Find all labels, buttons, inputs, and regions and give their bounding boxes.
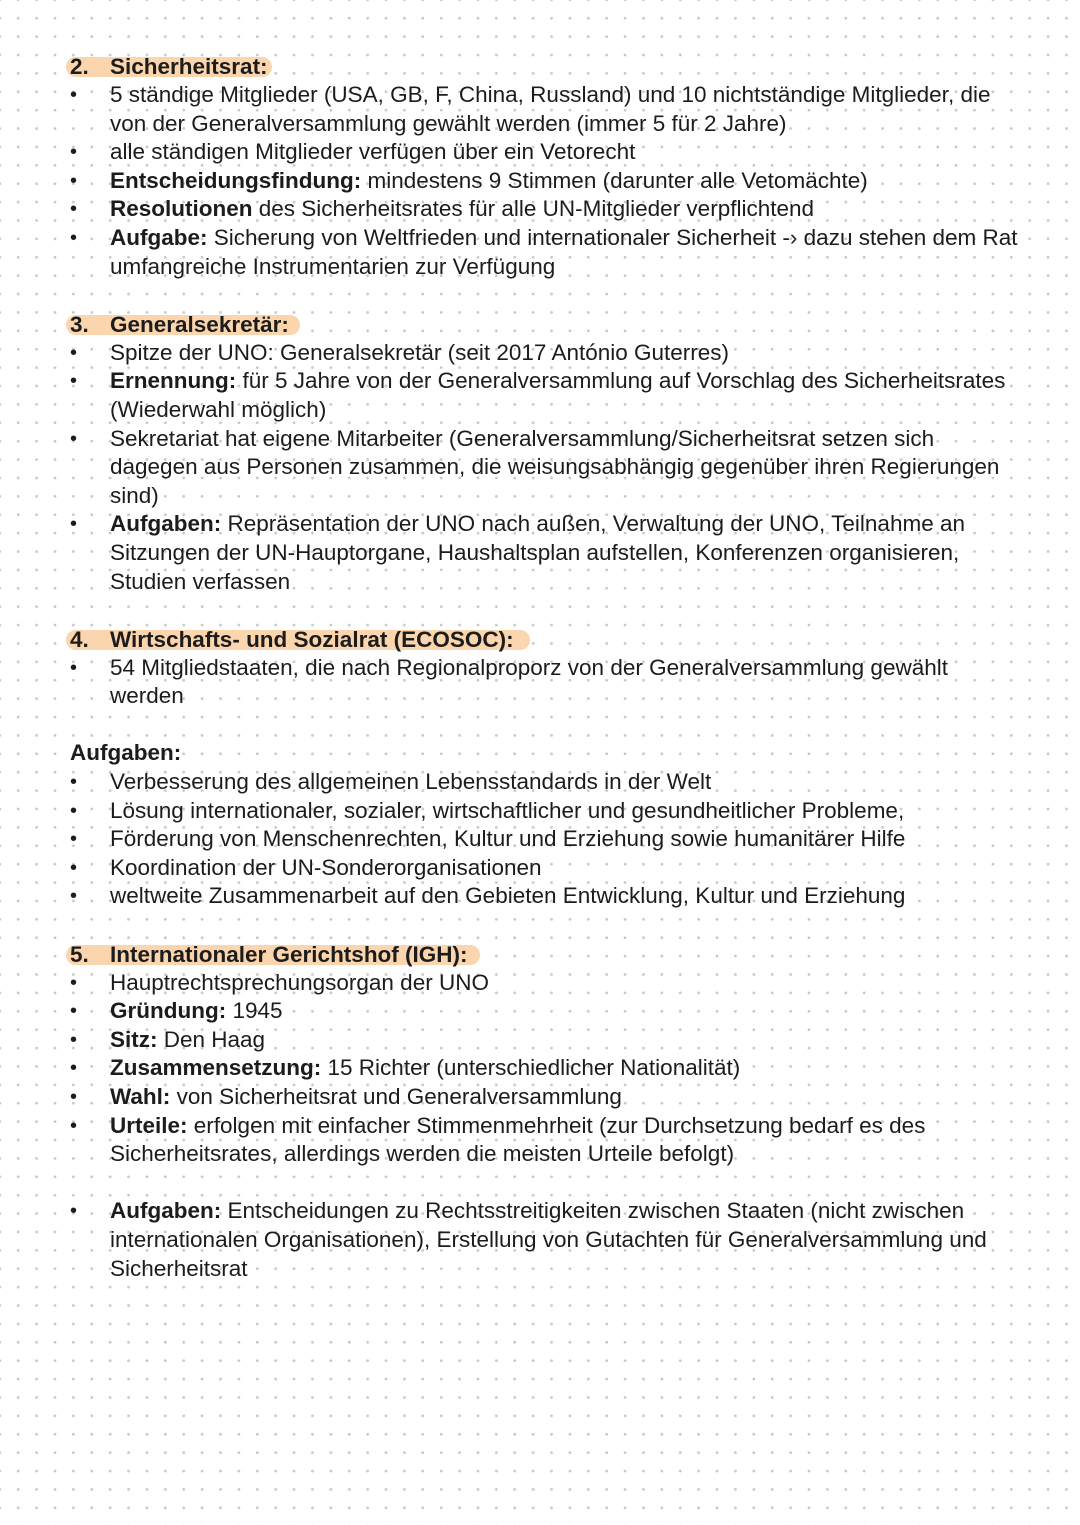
item-text: des Sicherheitsrates für alle UN-Mitglieder verpflichtend — [252, 196, 815, 222]
bullet-icon: • — [70, 828, 78, 851]
bullet-icon: • — [70, 1114, 78, 1137]
item-text: erfolgen mit einfacher Stimmenmehrheit (zur Durchsetzung bedarf es des Sicherheitsrates, allerdings werden die meisten Urteile befolgt) — [110, 1112, 926, 1167]
item-label: Urteile: — [110, 1112, 188, 1138]
item-text: von Sicherheitsrat und Generalversammlung — [170, 1084, 622, 1109]
list-item — [0, 1026, 1080, 1055]
list-item — [0, 81, 1080, 138]
bullet-icon: • — [70, 370, 78, 393]
item-text: alle ständigen Mitglieder verfügen über ein Vetorecht — [110, 139, 636, 165]
bullet-icon: • — [70, 656, 78, 679]
item-label: Aufgaben: — [110, 1198, 222, 1224]
list-item — [0, 768, 1080, 797]
bullet-icon: • — [70, 885, 78, 908]
bullet-list — [0, 969, 1080, 1169]
list-item — [0, 654, 1080, 711]
section-heading — [0, 310, 1080, 339]
item-label: Gründung: — [110, 998, 227, 1024]
bullet-icon: • — [70, 84, 78, 106]
item-text: Koordination der UN-Sonderorganisationen — [110, 854, 542, 880]
list-item — [0, 510, 1080, 596]
item-text: 54 Mitgliedstaaten, die nach Regionalproporz von der Generalversammlung gewählt werden — [110, 654, 948, 709]
item-label: Aufgaben: — [110, 511, 222, 537]
item-text: 15 Richter (unterschiedlicher Nationalität) — [321, 1055, 741, 1081]
item-text: mindestens 9 Stimmen (darunter alle Vetomächte) — [361, 167, 868, 193]
bullet-icon: • — [70, 141, 78, 164]
bullet-icon: • — [70, 971, 78, 994]
section-heading — [0, 940, 1080, 969]
section-ecosoc — [0, 625, 1080, 911]
list-item — [0, 1083, 1080, 1112]
bullet-icon: • — [70, 226, 78, 249]
list-item — [0, 1054, 1080, 1083]
item-label: Zusammensetzung: — [110, 1055, 322, 1081]
section-title: Sicherheitsrat: — [110, 54, 268, 79]
bullet-icon: • — [70, 513, 78, 536]
item-label: Ernennung: — [110, 368, 237, 394]
bullet-icon: • — [70, 1000, 78, 1023]
bullet-icon: • — [70, 169, 78, 192]
bullet-icon: • — [70, 341, 78, 364]
section-igh — [0, 940, 1080, 1284]
item-text: Spitze der UNO: Generalsekretär (seit 2017 António Guterres) — [110, 339, 730, 365]
section-title: Wirtschafts- und Sozialrat (ECOSOC): — [110, 626, 514, 652]
item-text: Entscheidungen zu Rechtsstreitigkeiten zwischen Staaten (nicht zwischen internationalen Organisationen), Erstellung von Gutachten für Generalversammlung und Sicherheitsrat — [110, 1198, 987, 1281]
item-text: Sicherung von Weltfrieden und internationaler Sicherheit -› dazu stehen dem Rat umfangreiche Instrumentarien zur Verfügung — [110, 224, 1018, 279]
bullet-list — [0, 1197, 1080, 1283]
item-text: für 5 Jahre von der Generalversammlung auf Vorschlag des Sicherheitsrates (Wiederwahl möglich) — [110, 368, 1006, 422]
list-item — [0, 854, 1080, 883]
list-item — [0, 224, 1080, 281]
bullet-list — [0, 339, 1080, 596]
section-number: 3. — [70, 311, 89, 337]
bullet-icon: • — [70, 1200, 78, 1223]
list-item — [0, 167, 1080, 196]
item-text: Förderung von Menschenrechten, Kultur und Erziehung sowie humanitärer Hilfe — [110, 826, 906, 852]
item-label: Resolutionen — [110, 196, 253, 222]
item-text: Lösung internationaler, sozialer, wirtschaftlicher und gesundheitlicher Probleme, — [110, 797, 905, 823]
item-text: 5 ständige Mitglieder (USA, GB, F, China, Russland) und 10 nichtständige Mitglieder, die von der Generalversammlung gewählt werden (immer 5 für 2 Jahre) — [110, 82, 991, 136]
item-text: 1945 — [226, 998, 283, 1024]
section-sicherheitsrat — [0, 52, 1080, 281]
item-text: Sekretariat hat eigene Mitarbeiter (Generalversammlung/Sicherheitsrat setzen sich dagegen aus Personen zusammen, die weisungsabhängig gegenüber ihren Regierungen sind) — [110, 425, 1000, 508]
list-item — [0, 969, 1080, 998]
item-text: Repräsentation der UNO nach außen, Verwaltung der UNO, Teilnahme an Sitzungen der UN-Hauptorgane, Haushaltsplan aufstellen, Konferenzen organisieren, Studien verfassen — [110, 511, 965, 594]
item-label: Sitz: — [110, 1026, 158, 1052]
bullet-icon: • — [70, 1086, 78, 1108]
bullet-icon: • — [70, 799, 78, 822]
bullet-list — [0, 768, 1080, 911]
subsection-title: Aufgaben: — [70, 740, 182, 766]
section-title: Generalsekretär: — [110, 311, 289, 337]
section-number: 4. — [70, 626, 89, 652]
section-title: Internationaler Gerichtshof (IGH): — [110, 941, 468, 967]
bullet-icon: • — [70, 1028, 78, 1051]
section-generalsekretaer — [0, 310, 1080, 596]
bullet-icon: • — [70, 1057, 78, 1080]
list-item — [0, 1112, 1080, 1169]
list-item — [0, 195, 1080, 224]
bullet-icon: • — [70, 856, 78, 879]
bullet-list — [0, 81, 1080, 281]
list-item — [0, 797, 1080, 826]
list-item — [0, 367, 1080, 424]
list-item — [0, 339, 1080, 368]
item-label: Entscheidungsfindung: — [110, 167, 362, 193]
item-text: Hauptrechtsprechungsorgan der UNO — [110, 969, 489, 995]
section-number: 2. — [70, 54, 89, 79]
bullet-icon: • — [70, 771, 78, 794]
section-number: 5. — [70, 941, 89, 967]
list-item — [0, 138, 1080, 167]
list-item — [0, 997, 1080, 1026]
list-item — [0, 825, 1080, 854]
bullet-icon: • — [70, 427, 78, 450]
section-heading — [0, 52, 1080, 81]
item-label: Aufgabe: — [110, 224, 208, 250]
list-item — [0, 425, 1080, 511]
list-item — [0, 1197, 1080, 1283]
section-heading — [0, 625, 1080, 654]
item-text: Verbesserung des allgemeinen Lebensstandards in der Welt — [110, 769, 712, 795]
notes-page — [0, 52, 1080, 1283]
item-text: Den Haag — [157, 1026, 266, 1052]
bullet-list — [0, 654, 1080, 711]
bullet-icon: • — [70, 198, 78, 221]
item-label: Wahl: — [110, 1084, 171, 1109]
list-item — [0, 882, 1080, 911]
item-text: weltweite Zusammenarbeit auf den Gebieten Entwicklung, Kultur und Erziehung — [110, 883, 906, 909]
